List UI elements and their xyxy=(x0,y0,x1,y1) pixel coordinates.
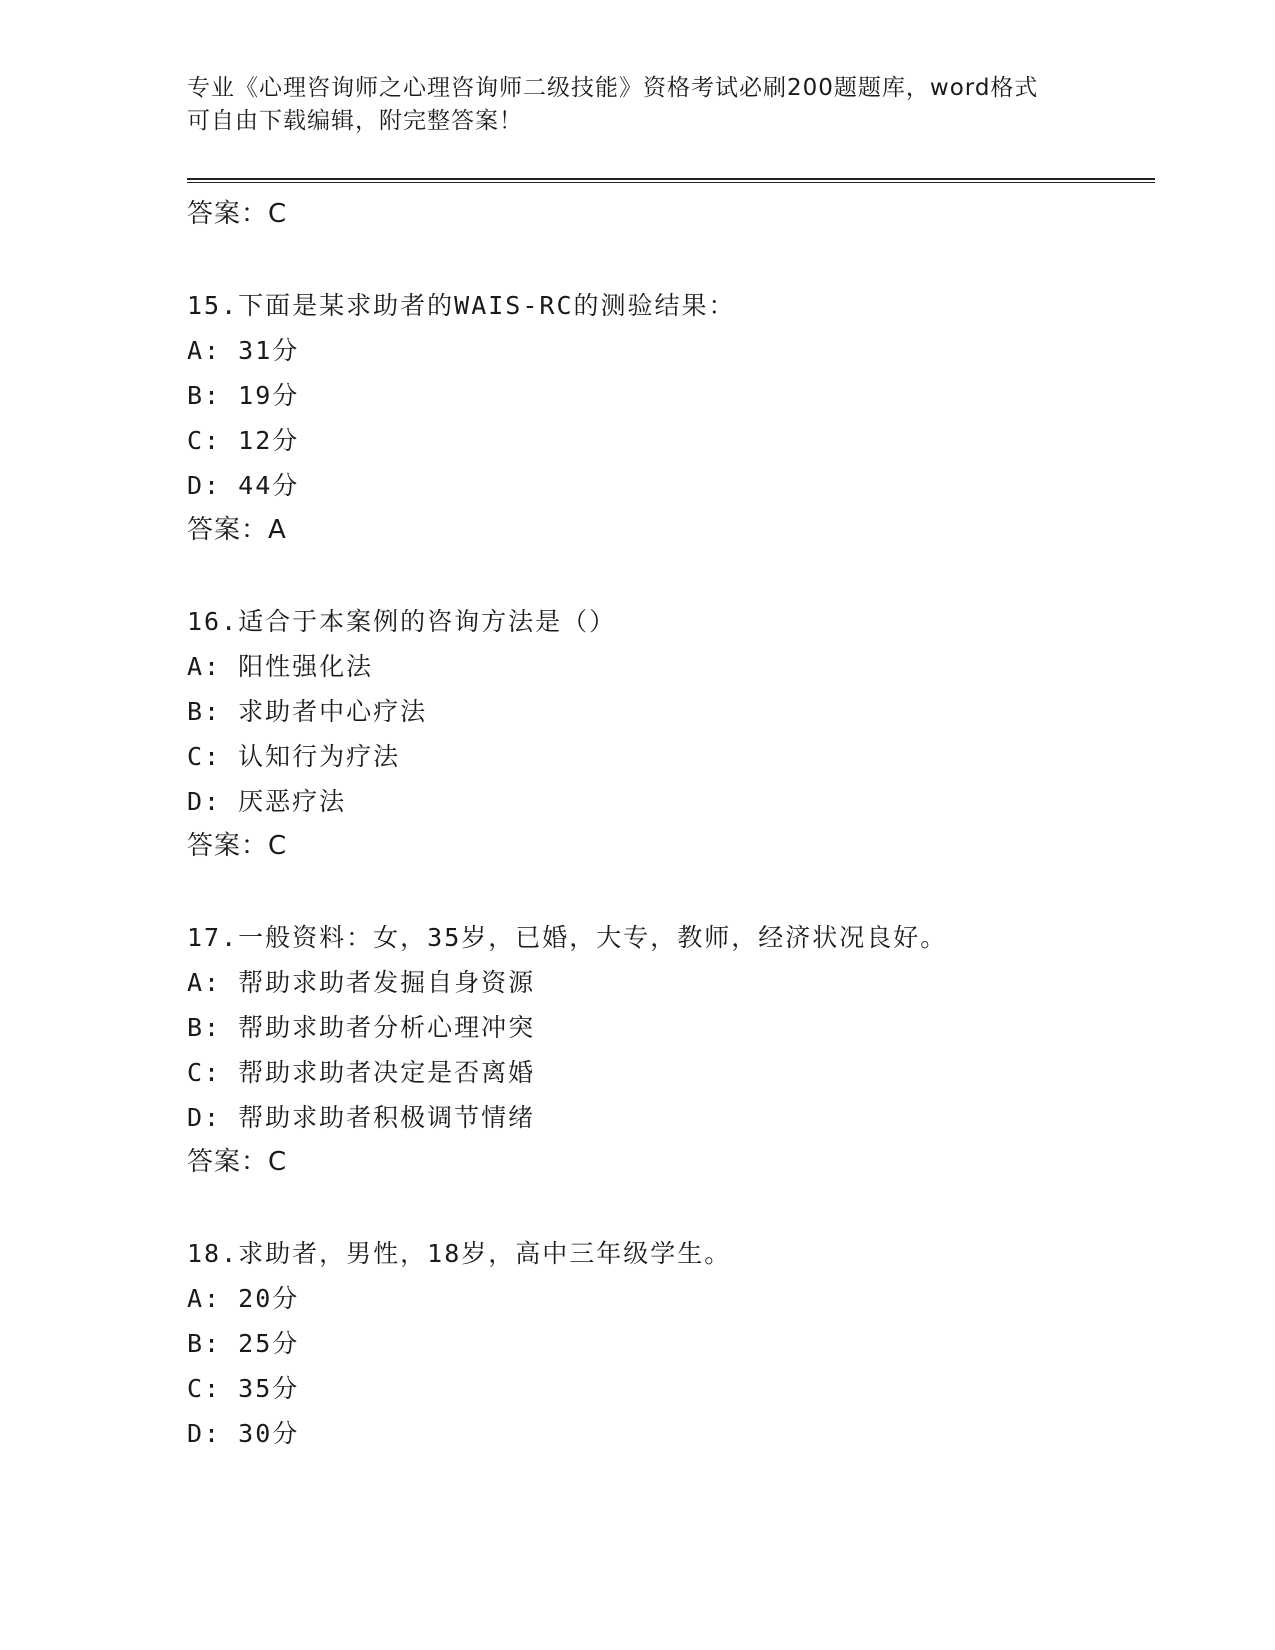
option-b: B: 帮助求助者分析心理冲突 xyxy=(187,1013,536,1042)
option-d: D: 厌恶疗法 xyxy=(187,787,347,816)
option-c: C: 认知行为疗法 xyxy=(187,742,401,771)
option-a: A: 20分 xyxy=(187,1284,300,1313)
question-list xyxy=(187,192,1147,1456)
question-text: 16.适合于本案例的咨询方法是（） xyxy=(187,607,617,636)
option-a: A: 帮助求助者发掘自身资源 xyxy=(187,968,536,997)
option-c: C: 帮助求助者决定是否离婚 xyxy=(187,1058,536,1087)
question-block xyxy=(187,915,1147,1185)
option-a: A: 阳性强化法 xyxy=(187,652,374,681)
header-divider xyxy=(187,178,1155,183)
option-d: D: 44分 xyxy=(187,471,300,500)
header-line-1: 专业《心理咨询师之心理咨询师二级技能》资格考试必刷200题题库，word格式 xyxy=(187,75,1039,101)
answer-line: 答案：C xyxy=(187,831,288,861)
header-line-2: 可自由下载编辑，附完整答案！ xyxy=(187,108,523,134)
answer-line: 答案：A xyxy=(187,515,287,545)
question-block xyxy=(187,283,1147,553)
question-text: 18.求助者，男性，18岁，高中三年级学生。 xyxy=(187,1239,732,1268)
option-b: B: 19分 xyxy=(187,381,300,410)
option-c: C: 35分 xyxy=(187,1374,300,1403)
option-a: A: 31分 xyxy=(187,336,300,365)
option-d: D: 帮助求助者积极调节情绪 xyxy=(187,1103,536,1132)
document-header xyxy=(187,72,1087,138)
answer-line: 答案：C xyxy=(187,1147,288,1177)
question-text: 15.下面是某求助者的WAIS-RC的测验结果： xyxy=(187,291,736,320)
question-block xyxy=(187,599,1147,869)
option-b: B: 求助者中心疗法 xyxy=(187,697,428,726)
question-text: 17.一般资料：女，35岁，已婚，大专，教师，经济状况良好。 xyxy=(187,923,948,952)
question-block xyxy=(187,1231,1147,1456)
option-c: C: 12分 xyxy=(187,426,300,455)
option-b: B: 25分 xyxy=(187,1329,300,1358)
option-d: D: 30分 xyxy=(187,1419,300,1448)
answer-line: 答案：C xyxy=(187,199,288,229)
